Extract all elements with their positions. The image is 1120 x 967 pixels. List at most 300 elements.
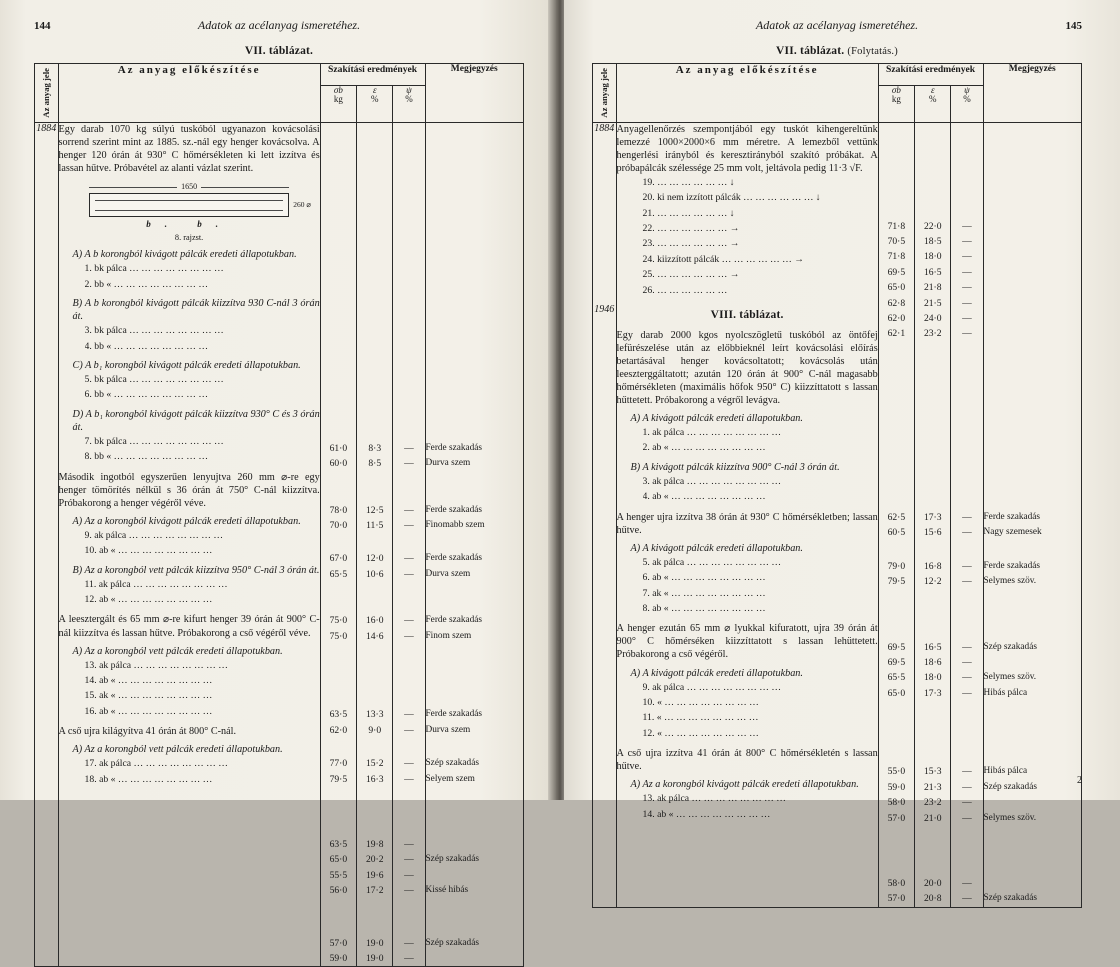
spacer xyxy=(321,738,356,756)
value-cell: Ferde szakadás xyxy=(425,553,483,564)
value-cell: 59·0 xyxy=(329,953,348,965)
header-remarks: Megjegyzés xyxy=(425,64,523,123)
header-sign xyxy=(35,64,59,123)
intro-paragraph: Egy darab 1070 kg súlyú tuskóból ugyanazon kovácsolási sorrend szerint mint az 1885. sz.-nál egy henger kovácsolva. A henger 120 órán át 930° C hőmérsékleten ki lett izzítva és lassan hűtve. Próbavétel az alanti vázlat szerint. xyxy=(58,123,320,174)
arrow-row: 24. kiizzított pálcák … … … … … … → xyxy=(642,253,804,265)
value-cell: 17·3 xyxy=(923,687,942,699)
values-contr-col xyxy=(951,122,983,907)
value-cell: 15·6 xyxy=(923,527,942,539)
header-col-sigma xyxy=(320,85,356,122)
header-col-sigma-symbol: σb xyxy=(333,84,343,95)
value-cell: Szép szakadás xyxy=(983,641,1037,652)
value-cell: 18·5 xyxy=(923,236,942,248)
value-cell: Durva szem xyxy=(425,458,471,469)
data-row-label: 1. bk pálca … … … … … … … … xyxy=(84,263,224,275)
header-col-elong-unit: % xyxy=(370,94,379,105)
value-cell: 10·6 xyxy=(365,568,384,580)
value-cell: 60·5 xyxy=(887,527,906,539)
spacer xyxy=(984,342,1081,492)
data-row-label: 10. ab « … … … … … … … … xyxy=(84,545,213,557)
spacer xyxy=(393,644,424,689)
value-cell: 65·0 xyxy=(887,687,906,699)
value-cell: Szép szakadás xyxy=(425,937,479,948)
value-cell: 18·0 xyxy=(923,251,942,263)
value-cell xyxy=(984,280,1081,295)
left-table-caption xyxy=(34,45,524,57)
table-header-row xyxy=(593,64,1082,86)
spacer xyxy=(879,622,914,640)
header-col-contr-symbol: ψ xyxy=(406,84,412,95)
value-cell: 19·0 xyxy=(365,937,384,949)
spacer xyxy=(393,738,424,756)
left-page-content xyxy=(34,18,524,965)
value-cell: — xyxy=(962,797,972,809)
spacer xyxy=(426,582,523,613)
value-cell: 21·8 xyxy=(923,282,942,294)
value-cell: Finom szem xyxy=(425,630,472,641)
spacer xyxy=(951,492,982,510)
spacer xyxy=(426,787,523,819)
spacer xyxy=(357,423,392,441)
data-row-label: 6. ab « … … … … … … … … xyxy=(642,572,766,584)
paragraph: A henger ujra izzítva 38 órán át 930° C hőmérsékletben; lassan hűtve. xyxy=(616,511,878,536)
right-block-list xyxy=(617,412,878,822)
spacer xyxy=(321,787,356,819)
value-cell xyxy=(984,311,1081,326)
value-cell: 18·0 xyxy=(923,672,942,684)
figure-roller-sketch xyxy=(89,181,311,243)
data-row-label: 2. ab « … … … … … … … … xyxy=(642,442,766,454)
value-cell: 60·0 xyxy=(329,458,348,470)
spacer xyxy=(951,622,982,640)
value-cell xyxy=(984,326,1081,341)
arrow-row: 23. … … … … … … → xyxy=(642,238,740,250)
arrow-row: 19. … … … … … … ↓ xyxy=(642,176,735,188)
value-cell: 59·0 xyxy=(887,781,906,793)
value-cell: — xyxy=(404,953,414,965)
right-table-caption-continued: (Folytatás.) xyxy=(847,46,898,57)
value-cell: — xyxy=(404,937,414,949)
right-page-content xyxy=(592,18,1082,905)
spacer xyxy=(879,123,914,219)
spacer xyxy=(984,492,1081,510)
value-cell: 12·5 xyxy=(365,504,384,516)
value-cell: Szép szakadás xyxy=(425,854,479,865)
spacer xyxy=(915,589,950,621)
value-cell: — xyxy=(404,630,414,642)
value-cell: 69·5 xyxy=(887,657,906,669)
value-cell: 79·5 xyxy=(887,576,906,588)
data-row-label: 5. bk pálca … … … … … … … … xyxy=(84,374,224,385)
value-cell: Kissé hibás xyxy=(425,885,469,896)
paragraph: A cső ujra kilágyítva 41 órán át 800° C-nál. xyxy=(58,726,237,738)
data-row-label: 9. ak pálca … … … … … … … … xyxy=(642,681,782,693)
value-cell: 57·0 xyxy=(887,812,906,824)
value-cell xyxy=(984,249,1081,264)
value-cell: — xyxy=(404,442,414,454)
prep-cell xyxy=(616,122,878,907)
spacer xyxy=(393,123,424,423)
spacer xyxy=(426,423,523,441)
value-cell: 23·2 xyxy=(923,328,942,340)
spacer xyxy=(951,858,982,876)
spacer xyxy=(426,819,523,837)
spacer xyxy=(951,746,982,764)
value-cell: 56·0 xyxy=(329,885,348,897)
spacer xyxy=(915,541,950,559)
data-row-label: 11. « … … … … … … … … xyxy=(642,712,759,724)
value-cell: 78·0 xyxy=(329,504,348,516)
block-title: A) A kivágott pálcák eredeti állapotukban. xyxy=(630,542,803,554)
value-cell: — xyxy=(962,220,972,232)
spacer xyxy=(984,701,1081,746)
data-row-label: 11. ak pálca … … … … … … … … xyxy=(84,578,228,590)
spacer xyxy=(984,589,1081,621)
data-row-label: 9. ak pálca … … … … … … … … xyxy=(84,529,224,541)
left-block-list xyxy=(59,248,320,787)
spacer xyxy=(984,541,1081,559)
header-results-group: Szakítási eredmények xyxy=(878,64,983,86)
header-remarks: Megjegyzés xyxy=(983,64,1081,123)
remarks-col xyxy=(425,122,523,967)
value-cell: 16·5 xyxy=(923,266,942,278)
spacer xyxy=(984,123,1081,219)
value-cell xyxy=(984,655,1081,670)
spacer xyxy=(321,423,356,441)
header-col-contr-unit: % xyxy=(963,94,971,105)
header-col-elong-symbol: ε xyxy=(930,84,935,95)
value-cell xyxy=(984,296,1081,311)
spacer xyxy=(951,826,982,858)
paragraph: A cső ujra izzítva 41 órán át 800° C hőmérsékletén s lassan hűtve. xyxy=(616,748,878,773)
spacer xyxy=(357,123,392,423)
spacer xyxy=(426,899,523,918)
value-cell: Finomabb szem xyxy=(425,520,485,531)
data-row-label: 12. « … … … … … … … … xyxy=(642,727,759,739)
value-cell xyxy=(426,837,523,852)
value-cell: 79·0 xyxy=(887,560,906,572)
spacer xyxy=(393,787,424,819)
value-cell: 58·0 xyxy=(887,878,906,890)
header-results-group: Szakítási eredmények xyxy=(320,64,425,86)
value-cell: — xyxy=(404,553,414,565)
value-cell: 24·0 xyxy=(923,313,942,325)
data-row-label: 13. ak pálca … … … … … … … … xyxy=(642,793,786,805)
value-cell xyxy=(426,868,523,883)
value-cell: 77·0 xyxy=(329,758,348,770)
value-cell: 16·5 xyxy=(923,641,942,653)
right-folio-number: 145 xyxy=(1065,20,1082,32)
value-cell: 16·3 xyxy=(365,773,384,785)
header-col-sigma-unit: kg xyxy=(333,94,343,105)
value-cell: 17·2 xyxy=(365,885,384,897)
header-sign xyxy=(593,64,617,123)
value-cell: — xyxy=(962,687,972,699)
value-cell: Ferde szakadás xyxy=(425,615,483,626)
value-cell: 20·0 xyxy=(923,878,942,890)
spacer xyxy=(879,589,914,621)
specimen-sign-1946: 1946 xyxy=(594,303,615,315)
value-cell: Selyem szem xyxy=(425,773,475,784)
spacer xyxy=(393,423,424,441)
header-col-elong-symbol: ε xyxy=(372,84,377,95)
value-cell: Szép szakadás xyxy=(425,758,479,769)
specimen-sign-1884: 1884 xyxy=(594,122,615,134)
data-row-label: 2. bb « … … … … … … … … xyxy=(84,278,209,290)
right-running-header xyxy=(592,18,1082,38)
value-cell: — xyxy=(404,520,414,532)
value-cell: — xyxy=(962,766,972,778)
value-cell: — xyxy=(962,893,972,905)
left-table-caption-text: VII. táblázat. xyxy=(244,45,314,57)
value-cell: 20·2 xyxy=(365,854,384,866)
value-cell: Selymes szöv. xyxy=(983,812,1037,823)
value-cell: 21·0 xyxy=(923,812,942,824)
block-title: D) A b₁ korongból kivágott pálcák kiizzítva 930° C és 3 órán át. xyxy=(72,408,320,433)
value-cell: Hibás pálca xyxy=(983,687,1028,698)
value-cell: — xyxy=(962,576,972,588)
value-cell xyxy=(984,265,1081,280)
value-cell: — xyxy=(404,615,414,627)
value-cell: Ferde szakadás xyxy=(983,560,1041,571)
value-cell: 62·5 xyxy=(887,511,906,523)
value-cell: Nagy szemesek xyxy=(983,527,1042,538)
value-cell: 16·0 xyxy=(365,615,384,627)
data-row-label: 14. ab « … … … … … … … … xyxy=(642,808,771,820)
spacer xyxy=(393,582,424,613)
value-cell: 15·3 xyxy=(923,766,942,778)
table-row xyxy=(593,122,1082,907)
value-cell: 57·0 xyxy=(329,937,348,949)
spacer xyxy=(357,533,392,551)
value-cell: Ferde szakadás xyxy=(425,709,483,720)
value-cell: 8·3 xyxy=(368,442,382,454)
value-cell: 19·8 xyxy=(365,839,384,851)
spacer xyxy=(393,899,424,918)
spacer xyxy=(951,123,982,219)
prep-cell xyxy=(58,122,320,967)
value-cell: 65·0 xyxy=(887,282,906,294)
value-cell: 69·5 xyxy=(887,266,906,278)
block-title: A) A kivágott pálcák eredeti állapotukban. xyxy=(630,413,803,425)
spacer xyxy=(357,582,392,613)
value-cell: 70·5 xyxy=(887,236,906,248)
value-cell: — xyxy=(962,781,972,793)
data-row-label: 13. ak pálca … … … … … … … … xyxy=(84,659,228,671)
value-cell: Ferde szakadás xyxy=(425,442,483,453)
left-page xyxy=(0,0,556,965)
data-row-label: 8. ab « … … … … … … … … xyxy=(642,602,766,614)
intro8-paragraph: Egy darab 2000 kgos nyolcszögletű tuskóból az öntőfej lefürészelése után az előbbieknél leírt kovácsolási előírás betartásával henger kovácsoltatott; kovácsolás után leeszterggáltatott; azután 120 órán át 900° C-nál magasabb hőmérsékleten (maximális hőfok 950° C) kiizzíttatott s lassan hűttetett. Próbakorong a végről levágva. xyxy=(616,329,878,406)
value-cell: Selymes szöv. xyxy=(983,672,1037,683)
data-row-label: 8. bb « … … … … … … … … xyxy=(84,451,209,463)
value-cell: 65·0 xyxy=(329,854,348,866)
header-col-contr xyxy=(951,85,983,122)
spacer xyxy=(879,858,914,876)
spacer xyxy=(393,689,424,707)
spacer xyxy=(915,342,950,492)
values-contr-col xyxy=(393,122,425,967)
paragraph: A leesztergált és 65 mm ⌀-re kifurt henger 39 órán át 900° C-nál kiizzítva és lassan hűtve. Próbakorong a cső végéről véve. xyxy=(58,614,320,639)
spacer xyxy=(357,644,392,689)
spacer xyxy=(357,787,392,819)
value-cell: 17·3 xyxy=(923,511,942,523)
value-cell: — xyxy=(404,854,414,866)
value-cell: — xyxy=(404,758,414,770)
figure-caption: 8. rajzst. xyxy=(174,232,204,242)
value-cell xyxy=(984,219,1081,234)
paragraph: A henger ezután 65 mm ⌀ lyukkal kifuratott, ujra 39 órán át 900° C hőmérséken kiizzíttatott s lassan lehüttetett. Próbakorong a cső végéről. xyxy=(616,623,878,661)
spacer xyxy=(357,918,392,936)
value-cell: 16·8 xyxy=(923,560,942,572)
specimen-sign: 1884 xyxy=(35,122,59,967)
spacer xyxy=(984,746,1081,764)
header-prep: Az anyag előkészítése xyxy=(616,64,878,123)
value-cell: — xyxy=(962,251,972,263)
arrow-row: 25. … … … … … … → xyxy=(642,269,740,281)
value-cell: 23·2 xyxy=(923,797,942,809)
spacer xyxy=(321,472,356,503)
spacer xyxy=(321,689,356,707)
value-cell xyxy=(426,951,523,966)
spacer xyxy=(915,123,950,219)
value-cell: 12·0 xyxy=(365,553,384,565)
header-col-contr-symbol: ψ xyxy=(964,84,970,95)
data-row-label: 17. ak pálca … … … … … … … … xyxy=(84,758,228,770)
spacer xyxy=(951,541,982,559)
block-title: A) A kivágott pálcák eredeti állapotukban. xyxy=(630,667,803,679)
spacer xyxy=(426,738,523,756)
left-data-table xyxy=(34,63,524,967)
arrow-row: 21. … … … … … … ↓ xyxy=(642,207,735,219)
value-cell: Szép szakadás xyxy=(983,781,1037,792)
value-cell: Durva szem xyxy=(425,724,471,735)
value-cell: 65·5 xyxy=(887,672,906,684)
value-cell: — xyxy=(404,773,414,785)
values-elong-col xyxy=(357,122,393,967)
value-cell: 8·5 xyxy=(368,458,382,470)
data-row-label: 18. ab « … … … … … … … … xyxy=(84,773,213,785)
data-row-label: 7. bk pálca … … … … … … … … xyxy=(84,435,224,447)
value-cell: 15·2 xyxy=(365,758,384,770)
value-cell: — xyxy=(962,236,972,248)
data-row-label: 5. ak pálca … … … … … … … … xyxy=(642,556,782,568)
paragraph: Második ingotból egyszerűen lenyujtva 260 mm ⌀-re egy henger tömörítés nélkül s 36 órán át 750° C-nál kiizzítva. Próbakorong a henger végéről véve. xyxy=(58,471,320,509)
spacer xyxy=(357,899,392,918)
figure-bar xyxy=(89,193,311,217)
spacer xyxy=(321,533,356,551)
arrow-specimen-list xyxy=(617,175,878,298)
spacer xyxy=(879,541,914,559)
spacer xyxy=(984,858,1081,876)
data-row-label: 4. ab « … … … … … … … … xyxy=(642,491,766,503)
spacer xyxy=(984,622,1081,640)
value-cell: 13·3 xyxy=(365,709,384,721)
value-cell: 63·5 xyxy=(329,839,348,851)
value-cell xyxy=(984,795,1081,810)
data-row-label: 16. ab « … … … … … … … … xyxy=(84,705,213,717)
value-cell: 20·8 xyxy=(923,893,942,905)
spacer xyxy=(426,644,523,689)
block-title: A) Az a korongból vett pálcák eredeti állapotukban. xyxy=(72,744,283,756)
value-cell: 62·0 xyxy=(887,313,906,325)
value-cell: — xyxy=(962,657,972,669)
specimen-sign xyxy=(593,122,617,907)
right-table-caption-text: VII. táblázat. xyxy=(776,45,845,57)
value-cell: 67·0 xyxy=(329,553,348,565)
arrow-row: 20. ki nem izzított pálcák … … … … … … ↓ xyxy=(642,192,821,204)
value-cell: — xyxy=(404,504,414,516)
spacer xyxy=(951,589,982,621)
header-col-elong xyxy=(357,85,393,122)
value-cell: 63·5 xyxy=(329,709,348,721)
value-cell: — xyxy=(962,527,972,539)
value-cell: 65·5 xyxy=(329,568,348,580)
spacer xyxy=(321,819,356,837)
right-page xyxy=(564,0,1120,905)
spacer xyxy=(426,472,523,503)
spacer xyxy=(915,826,950,858)
spacer xyxy=(357,819,392,837)
spacer xyxy=(393,533,424,551)
header-prep: Az anyag előkészítése xyxy=(58,64,320,123)
value-cell: Hibás pálca xyxy=(983,766,1028,777)
value-cell: — xyxy=(962,641,972,653)
value-cell: — xyxy=(962,297,972,309)
spacer xyxy=(393,472,424,503)
spacer xyxy=(879,492,914,510)
spacer xyxy=(915,746,950,764)
block-title: B) A b korongból kivágott pálcák kiizzítva 930 C-nál 3 órán át. xyxy=(72,298,320,323)
spacer xyxy=(393,819,424,837)
value-cell: — xyxy=(962,313,972,325)
header-col-sigma-unit: kg xyxy=(891,94,901,105)
spacer xyxy=(426,918,523,936)
value-cell: 9·0 xyxy=(368,724,382,736)
spacer xyxy=(915,492,950,510)
value-cell: 71·8 xyxy=(887,220,906,232)
value-cell: — xyxy=(962,282,972,294)
value-cell: 19·0 xyxy=(365,953,384,965)
spacer xyxy=(357,689,392,707)
value-cell: 62·1 xyxy=(887,328,906,340)
header-sign-label: Az anyag jele xyxy=(40,68,51,118)
value-cell: 21·3 xyxy=(923,781,942,793)
spacer xyxy=(321,899,356,918)
value-cell: — xyxy=(962,328,972,340)
spacer xyxy=(321,582,356,613)
right-data-table xyxy=(592,63,1082,908)
data-row-label: 4. bb « … … … … … … … … xyxy=(84,340,209,352)
value-cell: — xyxy=(404,458,414,470)
right-table-caption xyxy=(592,45,1082,57)
spacer xyxy=(915,622,950,640)
spacer xyxy=(426,123,523,423)
data-row-label: 14. ab « … … … … … … … … xyxy=(84,674,213,686)
spacer xyxy=(915,701,950,746)
value-cell: 62·8 xyxy=(887,297,906,309)
spacer xyxy=(879,826,914,858)
spacer xyxy=(951,342,982,492)
table-row xyxy=(35,122,524,967)
value-cell: — xyxy=(404,568,414,580)
block-title: B) Az a korongból vett pálcák kiizzítva 950° C-nál 3 órán át. xyxy=(72,564,320,576)
header-col-sigma-symbol: σb xyxy=(891,84,901,95)
spacer xyxy=(357,472,392,503)
value-cell: 75·0 xyxy=(329,630,348,642)
value-cell: — xyxy=(962,266,972,278)
value-cell: — xyxy=(404,724,414,736)
